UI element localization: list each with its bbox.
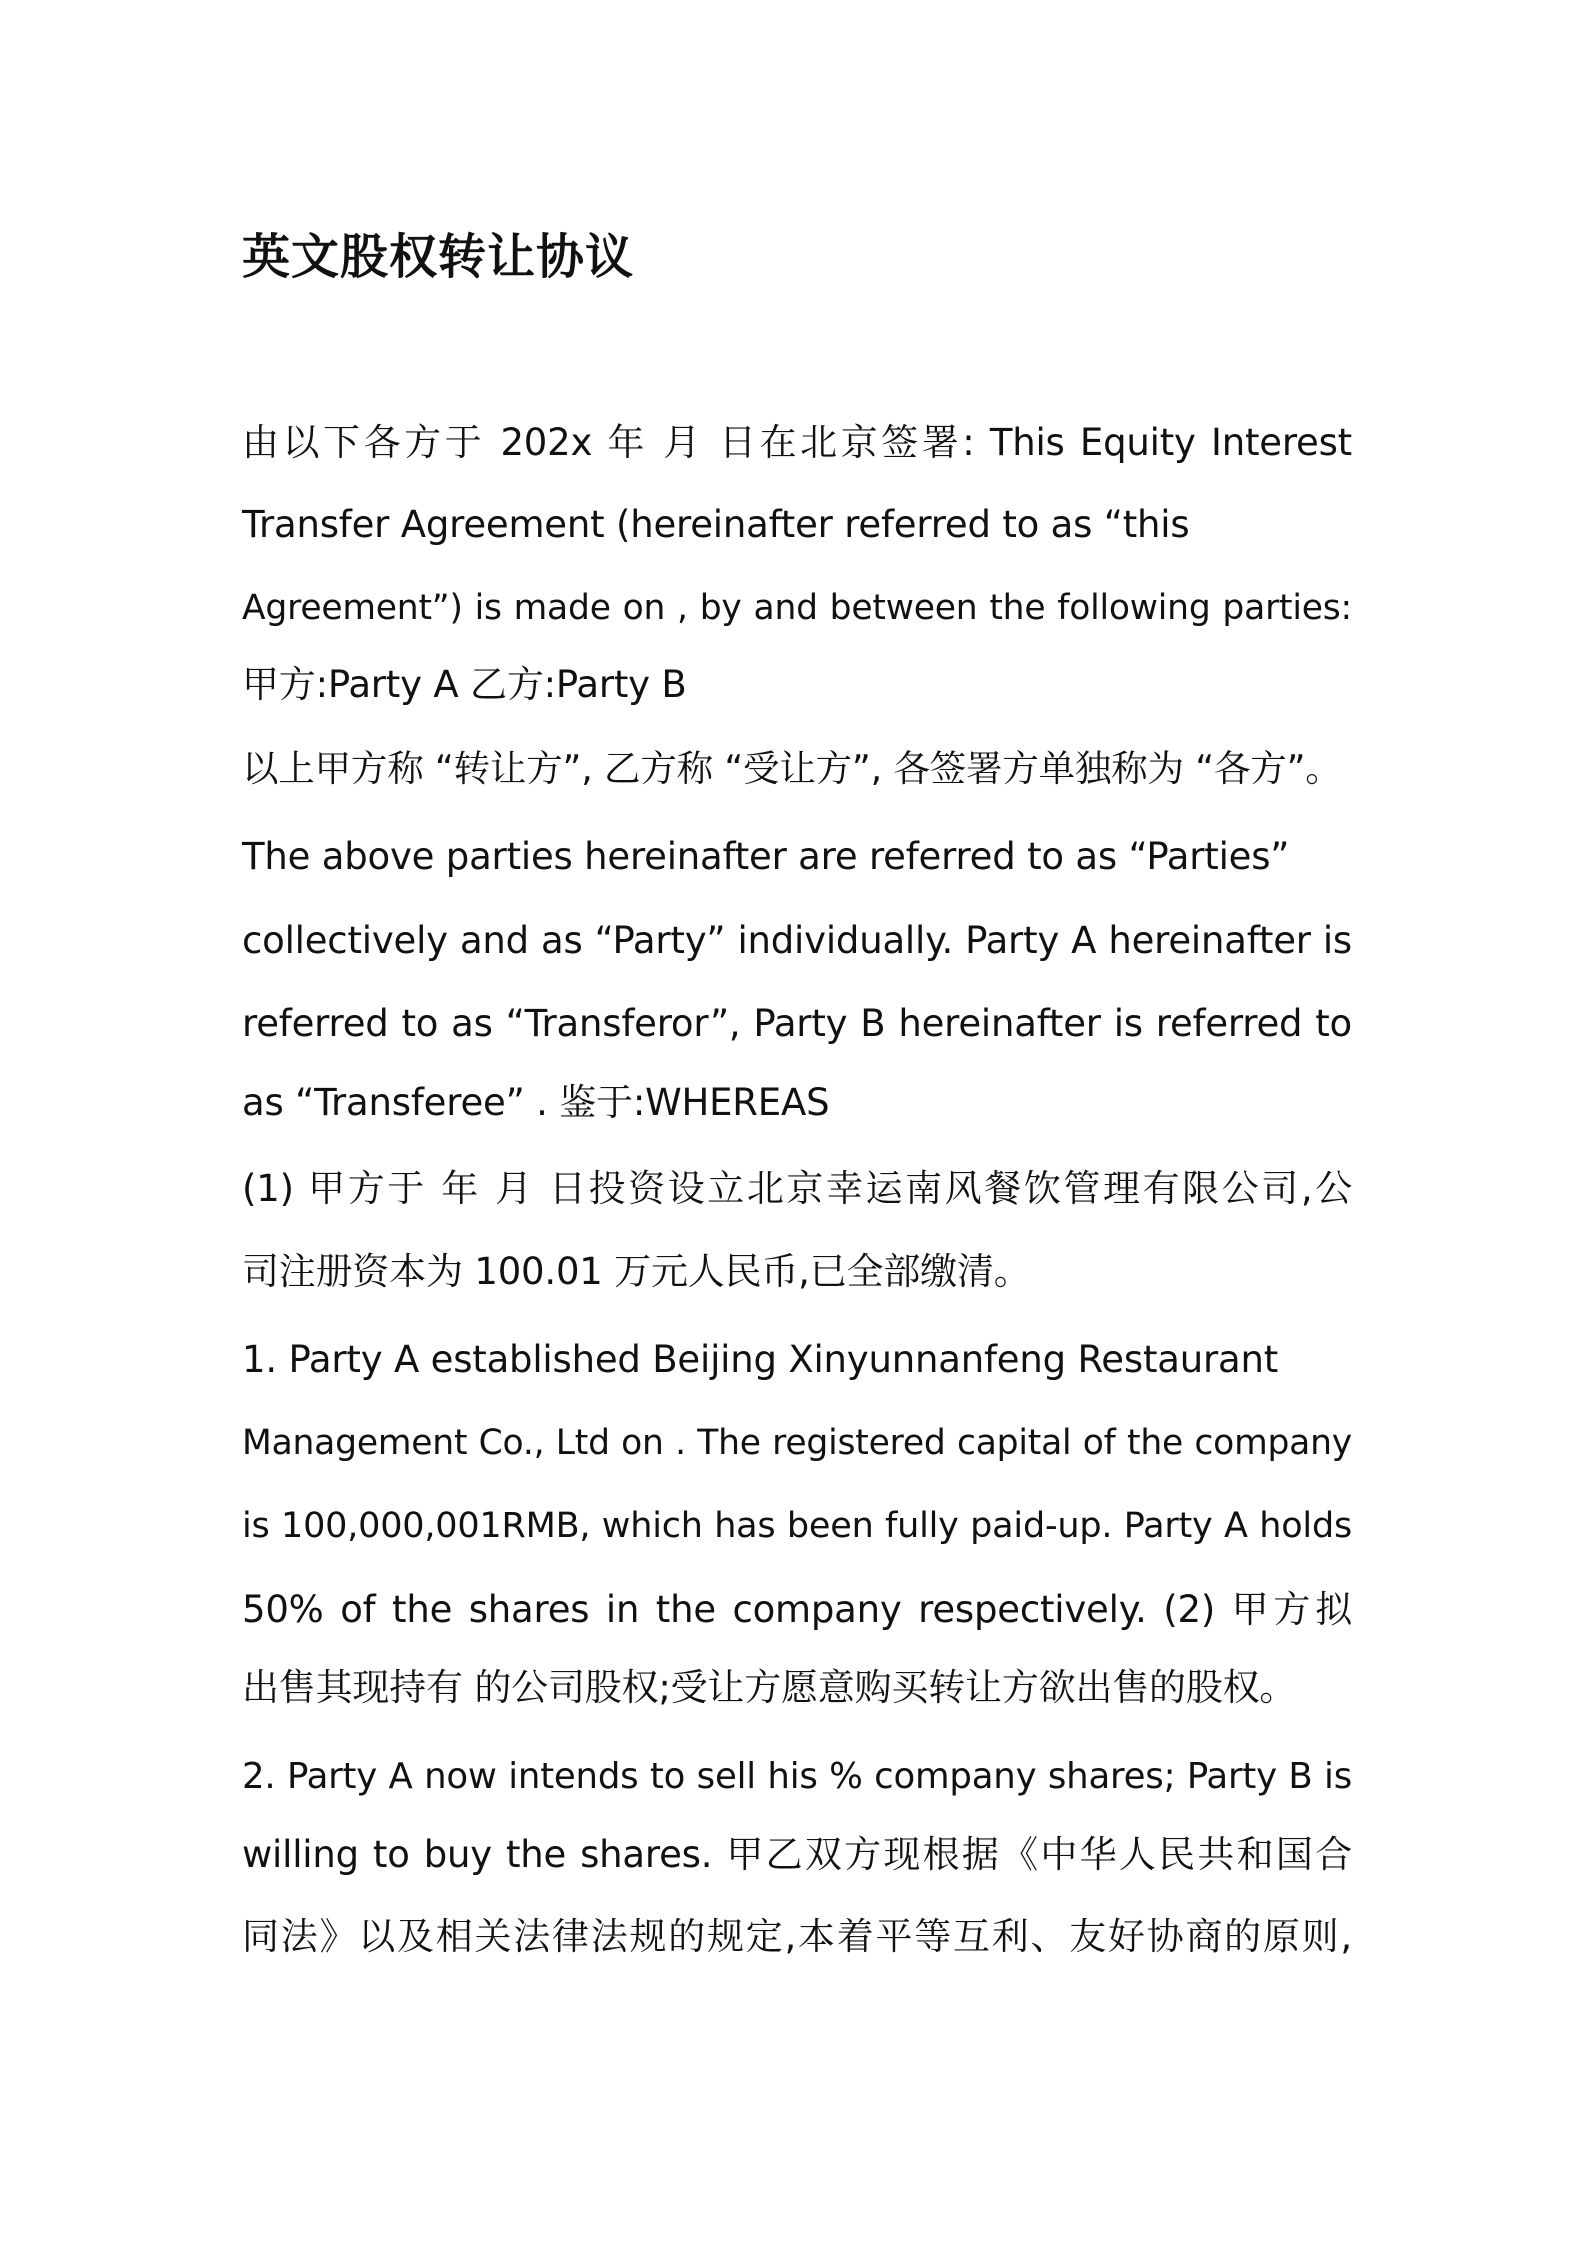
body-line-8: referred to as “Transferor”, Party B hereinafter is referred to: [242, 1002, 1352, 1045]
body-line-4: 甲方:Party A 乙方:Party B: [242, 663, 687, 706]
body-line-14: is 100,000,001RMB, which has been fully paid-up. Party A holds: [242, 1506, 1352, 1546]
body-line-1: 由以下各方于 202x 年 月 日在北京签署: This Equity Interest: [242, 421, 1352, 464]
body-line-18: willing to buy the shares. 甲乙双方现根据《中华人民共和国合: [242, 1833, 1352, 1876]
body-line-5: 以上甲方称 “转让方”, 乙方称 “受让方”, 各签署方单独称为 “各方”。: [242, 747, 1342, 790]
document-title: 英文股权转让协议: [242, 229, 635, 285]
body-line-13: Management Co., Ltd on . The registered capital of the company: [242, 1423, 1352, 1463]
body-line-6: The above parties hereinafter are referred to as “Parties”: [242, 835, 1290, 878]
body-line-10: (1) 甲方于 年 月 日投资设立北京幸运南风餐饮管理有限公司,公: [242, 1167, 1352, 1210]
body-line-15: 50% of the shares in the company respectively. (2) 甲方拟: [242, 1588, 1352, 1631]
body-line-16: 出售其现持有 的公司股权;受让方愿意购买转让方欲出售的股权。: [242, 1666, 1297, 1709]
body-line-12: 1. Party A established Beijing Xinyunnanfeng Restaurant: [242, 1338, 1279, 1381]
body-line-17: 2. Party A now intends to sell his % company shares; Party B is: [242, 1756, 1352, 1797]
body-line-3: Agreement”) is made on , by and between the following parties:: [242, 588, 1352, 628]
body-line-19: 同法》以及相关法律法规的规定,本着平等互利、友好协商的原则,: [242, 1915, 1352, 1958]
body-line-7: collectively and as “Party” individually. Party A hereinafter is: [242, 919, 1352, 962]
body-line-11: 司注册资本为 100.01 万元人民币,已全部缴清。: [242, 1250, 1031, 1293]
body-line-2: Transfer Agreement (hereinafter referred to as “this: [242, 503, 1190, 546]
body-line-9: as “Transferee” . 鉴于:WHEREAS: [242, 1081, 830, 1124]
